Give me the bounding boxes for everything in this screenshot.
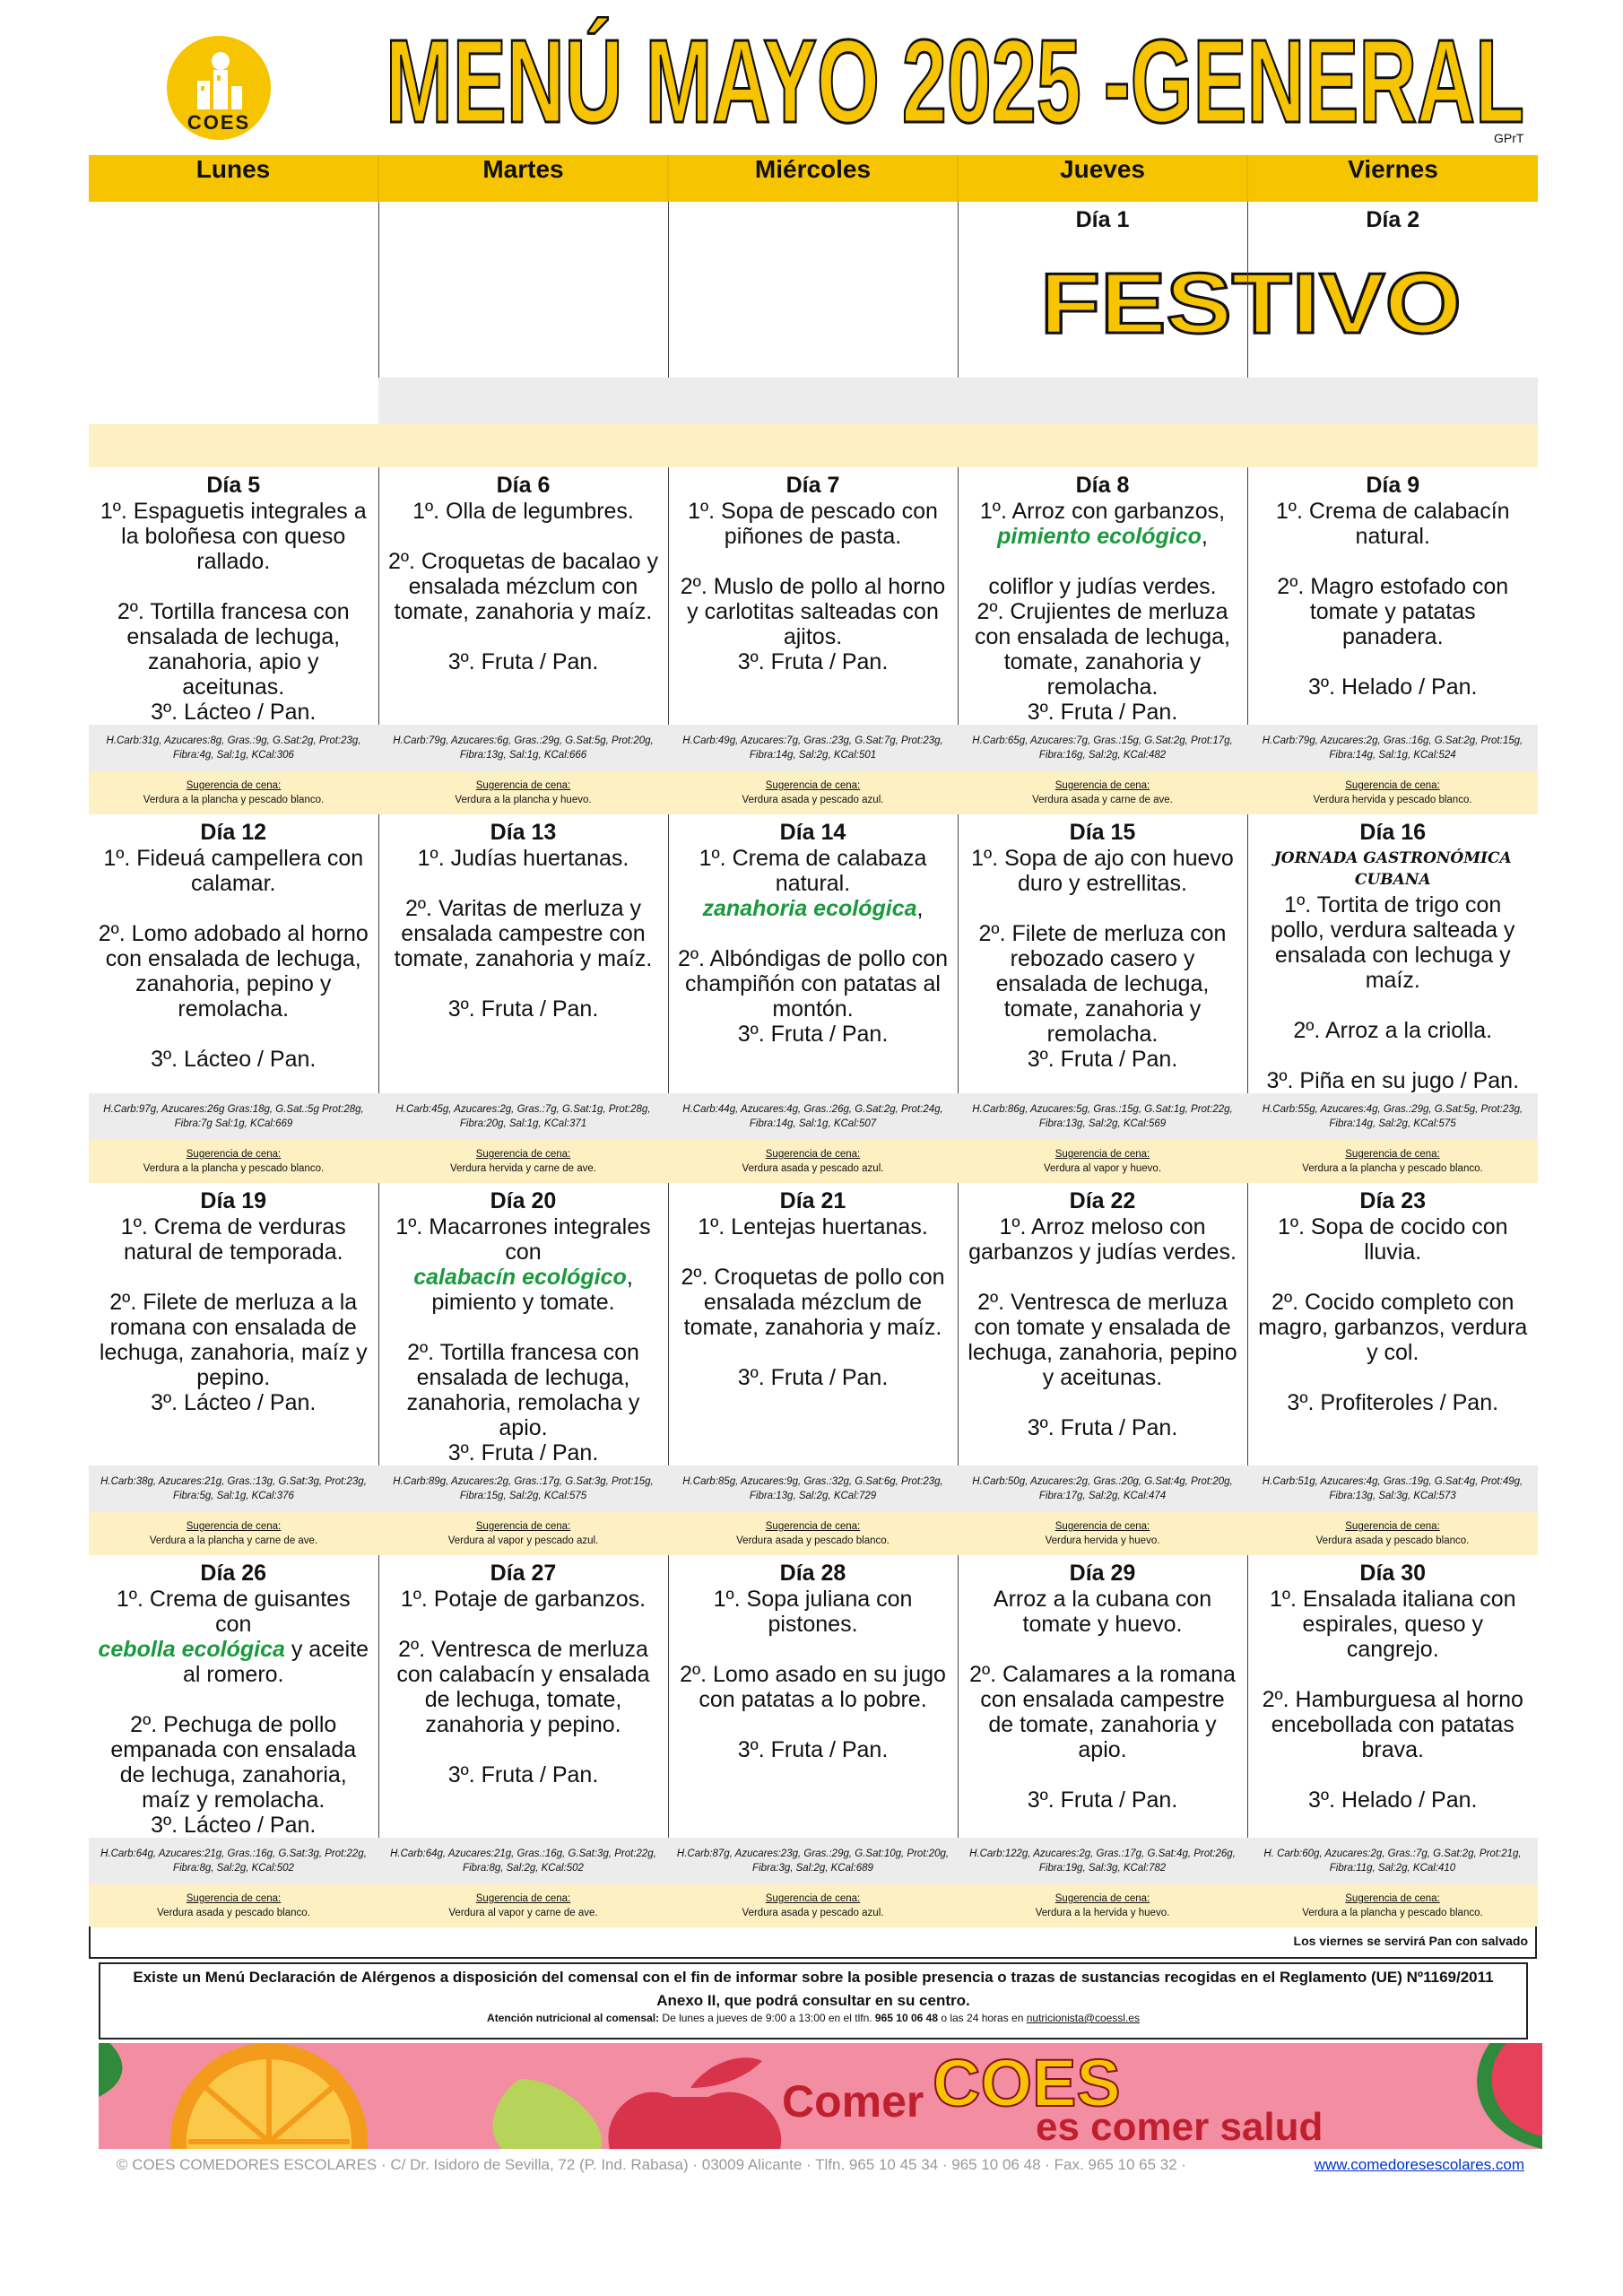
dish-line: 3º. Helado / Pan.	[1308, 674, 1478, 700]
dish-line: 2º. Crujientes de merluza con ensalada de lechuga, tomate, zanahoria y remolacha.	[975, 599, 1230, 700]
attention-line	[100, 2011, 1526, 2025]
eco-ingredient: pimiento ecológico	[997, 524, 1202, 549]
day-number: Día 30	[1359, 1561, 1427, 1586]
dish-line: 3º. Fruta / Pan.	[447, 1762, 599, 1787]
nutrition-info: H.Carb:89g, Azucares:2g, Gras.:17g, G.Sat:3g, Prot:15g, Fibra:15g, Sal:2g, KCal:575	[378, 1465, 668, 1512]
dish-line	[1248, 649, 1539, 674]
dish-line: coliflor y judías verdes.	[988, 574, 1217, 599]
week-row	[89, 1555, 1538, 1838]
attention-text: De lunes a jueves de 9:00 a 13:00 en el tlfn.	[659, 2012, 875, 2024]
dish-line	[959, 896, 1247, 921]
dish-line: 2º. Pechuga de pollo empanada con ensalada de lechuga, zanahoria, maíz y remolacha.	[110, 1712, 357, 1813]
nutrition-row	[89, 725, 1538, 771]
day-cell	[958, 814, 1247, 1093]
eco-line: calabacín ecológico,	[413, 1265, 633, 1290]
dish-line: 1º. Potaje de garbanzos.	[400, 1587, 647, 1612]
dish-line	[1248, 1662, 1539, 1687]
nutrition-row	[89, 1465, 1538, 1512]
day-cell	[668, 814, 958, 1093]
allergens-line2: Anexo II, que podrá consultar en su centro.	[656, 1992, 970, 2009]
nutrition-row	[89, 1093, 1538, 1140]
dish-line	[89, 1265, 378, 1290]
suggestion-label: Sugerencia de cena:	[186, 1893, 282, 1904]
apple-icon	[608, 2092, 781, 2149]
day-cell	[1247, 202, 1538, 378]
suggestion-row	[89, 1884, 1538, 1927]
suggestion-label: Sugerencia de cena:	[186, 1149, 282, 1160]
day-cell-empty	[378, 202, 668, 378]
day-number: Día 2	[1366, 207, 1420, 232]
friday-note: Los viernes se servirá Pan con salvado	[1293, 1934, 1528, 1948]
suggestion-label: Sugerencia de cena:	[475, 1893, 571, 1904]
dinner-suggestion	[668, 1512, 958, 1555]
suggestion-text: Verdura hervida y pescado blanco.	[1313, 795, 1472, 805]
dinner-suggestion	[958, 1512, 1247, 1555]
dish-line: 1º. Espaguetis integrales a la boloñesa con queso rallado.	[100, 499, 367, 574]
nutrition-row	[89, 378, 1538, 424]
nutrition-info: H.Carb:79g, Azucares:2g, Gras.:16g, G.Sat:2g, Prot:15g, Fibra:14g, Sal:1g, KCal:524	[1247, 725, 1538, 771]
nutrition-info: H.Carb:31g, Azucares:8g, Gras.:9g, G.Sat:2g, Prot:23g, Fibra:4g, Sal:1g, KCal:306	[89, 725, 378, 771]
day-cell	[1247, 467, 1538, 725]
day-number: Día 26	[200, 1561, 267, 1586]
dish-line: 2º. Ventresca de merluza con calabacín y ensalada de lechuga, tomate, zanahoria y pepino.	[396, 1637, 650, 1737]
nutrition-info: H.Carb:86g, Azucares:5g, Gras.:15g, G.Sat:1g, Prot:22g, Fibra:13g, Sal:2g, KCal:569	[958, 1093, 1247, 1140]
jornada-label: JORNADA GASTRONÓMICA CUBANA	[1273, 849, 1512, 889]
suggestion-label: Sugerencia de cena:	[765, 1149, 861, 1160]
suggestion-text: Verdura a la plancha y huevo.	[455, 795, 592, 805]
nutrition-email-link[interactable]: nutricionista@coessl.es	[1026, 2012, 1140, 2024]
dinner-suggestion	[89, 771, 378, 814]
dish-line	[959, 1637, 1247, 1662]
banner-comer: Comer	[782, 2076, 924, 2126]
day-cell	[668, 1183, 958, 1465]
dinner-suggestion	[1247, 771, 1538, 814]
dish-line: 1º. Crema de calabacín natural.	[1275, 499, 1510, 549]
dish-line: 3º. Lácteo / Pan.	[151, 1390, 317, 1415]
suggestion-label: Sugerencia de cena:	[1055, 1149, 1150, 1160]
eco-line: pimiento ecológico,	[997, 524, 1208, 549]
dish-line: 1º. Sopa de cocido con lluvia.	[1277, 1214, 1508, 1265]
dinner-suggestion	[378, 771, 668, 814]
nutrition-info: H.Carb:55g, Azucares:4g, Gras.:29g, G.Sat:5g, Prot:23g, Fibra:14g, Sal:2g, KCal:575	[1247, 1093, 1538, 1140]
dish-line	[379, 871, 668, 896]
suggestion-label: Sugerencia de cena:	[1055, 1893, 1150, 1904]
dinner-suggestion	[1247, 1512, 1538, 1555]
nutrition-info: H.Carb:97g, Azucares:26g Gras:18g, G.Sat.:5g Prot:28g, Fibra:7g Sal:1g, KCal:669	[89, 1093, 378, 1140]
week-row	[89, 202, 1538, 378]
website-link[interactable]: www.comedoresescolares.com	[1314, 2156, 1524, 2173]
nutrition-info: H.Carb:49g, Azucares:7g, Gras.:23g, G.Sat:7g, Prot:23g, Fibra:14g, Sal:2g, KCal:501	[668, 725, 958, 771]
day-number: Día 7	[785, 473, 840, 498]
eco-ingredient: cebolla ecológica	[98, 1637, 285, 1662]
nutrition-info: H.Carb:64g, Azucares:21g, Gras.:16g, G.Sat:3g, Prot:22g, Fibra:8g, Sal:2g, KCal:502	[378, 1838, 668, 1884]
dish-line: 3º. Lácteo / Pan.	[151, 1047, 317, 1072]
dinner-suggestion	[668, 1884, 958, 1927]
page-title	[377, 16, 1533, 142]
dish-line: 2º. Tortilla francesa con ensalada de lechuga, zanahoria, apio y aceitunas.	[117, 599, 350, 700]
dinner-suggestion	[668, 1140, 958, 1183]
suggestion-text: Verdura hervida y carne de ave.	[449, 1163, 597, 1174]
day-number: Día 13	[490, 820, 557, 845]
dish-line	[1248, 1762, 1539, 1787]
day-number: Día 5	[206, 473, 261, 498]
day-cell	[958, 202, 1247, 378]
day-number: Día 20	[490, 1188, 557, 1213]
footer-address: © COES COMEDORES ESCOLARES · C/ Dr. Isidoro de Sevilla, 72 (P. Ind. Rabasa) · 03009 Alicante · Tlfn. 965 10 45 34 · 965 10 06 48 · Fax. 965 10 65 32 ·	[117, 2156, 1187, 2173]
dish-line: 2º. Magro estofado con tomate y patatas panadera.	[1277, 574, 1509, 649]
day-cell	[89, 814, 378, 1093]
day-number: Día 16	[1359, 820, 1427, 845]
dish-line: 3º. Fruta / Pan.	[1027, 1047, 1178, 1072]
dish-line: 3º. Fruta / Pan.	[1027, 1787, 1178, 1813]
nutrition-info: H.Carb:50g, Azucares:2g, Gras.:20g, G.Sat:4g, Prot:20g, Fibra:17g, Sal:2g, KCal:474	[958, 1465, 1247, 1512]
dish-line: 3º. Fruta / Pan.	[737, 1365, 889, 1390]
dish-line: 1º. Olla de legumbres.	[412, 499, 634, 524]
menu-table	[89, 155, 1538, 1927]
suggestion-text: Verdura asada y pescado blanco.	[1315, 1535, 1470, 1546]
day-cell-empty	[668, 202, 958, 378]
day-cell	[1247, 1555, 1538, 1838]
nutrition-info: H. Carb:60g, Azucares:2g, Gras.:7g, G.Sat:2g, Prot:21g, Fibra:11g, Sal:2g, KCal:410	[1247, 1838, 1538, 1884]
day-cell	[89, 1555, 378, 1838]
pear-icon	[493, 2079, 603, 2149]
day-cell	[378, 814, 668, 1093]
dish-line	[669, 921, 958, 946]
dish-line	[959, 549, 1247, 574]
day-number: Día 15	[1069, 820, 1136, 845]
dinner-suggestion	[1247, 1884, 1538, 1927]
suggestion-text: Verdura asada y pescado azul.	[742, 1163, 884, 1174]
dinner-suggestion	[378, 1140, 668, 1183]
nutrition-info: H.Carb:65g, Azucares:7g, Gras.:15g, G.Sat:2g, Prot:17g, Fibra:16g, Sal:2g, KCal:482	[958, 725, 1247, 771]
dish-line: 3º. Piña en su jugo / Pan.	[1266, 1068, 1520, 1093]
dinner-suggestion	[89, 1512, 378, 1555]
dish-line	[959, 1762, 1247, 1787]
suggestion-label: Sugerencia de cena:	[1345, 1521, 1440, 1532]
dish-line: 2º. Calamares a la romana con ensalada campestre de tomate, zanahoria y apio.	[969, 1662, 1236, 1762]
dish-line: 3º. Fruta / Pan.	[447, 996, 599, 1022]
day-cell	[668, 1555, 958, 1838]
dish-line	[1248, 1365, 1539, 1390]
eco-ingredient: zanahoria ecológica	[702, 896, 917, 921]
suggestion-text: Verdura asada y pescado blanco.	[157, 1908, 310, 1918]
dish-line: 1º. Judías huertanas.	[417, 846, 629, 871]
dish-line: champiñón con patatas al montón.	[685, 971, 941, 1022]
dish-line: al romero.	[182, 1662, 284, 1687]
dish-line: 1º. Sopa juliana con pistones.	[713, 1587, 913, 1637]
day-number: Día 8	[1075, 473, 1130, 498]
allergens-box	[99, 1962, 1528, 2039]
suggestion-text: Verdura al vapor y huevo.	[1043, 1163, 1162, 1174]
suggestion-text: Verdura a la hervida y huevo.	[1035, 1908, 1170, 1918]
dish-line: 3º. Lácteo / Pan.	[151, 1813, 317, 1838]
suggestion-label: Sugerencia de cena:	[1345, 780, 1440, 791]
suggestion-label: Sugerencia de cena:	[1345, 1149, 1440, 1160]
dish-line: 1º. Macarrones integrales con	[395, 1214, 651, 1265]
week-row	[89, 467, 1538, 725]
suggestion-text: Verdura asada y carne de ave.	[1032, 795, 1173, 805]
day-cell	[378, 1183, 668, 1465]
week-row	[89, 1183, 1538, 1465]
nutrition-info: H.Carb:79g, Azucares:6g, Gras.:29g, G.Sat:5g, Prot:20g, Fibra:13g, Sal:1g, KCal:666	[378, 725, 668, 771]
dish-line: 3º. Lácteo / Pan.	[151, 700, 317, 725]
leaf-icon	[690, 2057, 762, 2088]
nutrition-row	[89, 1838, 1538, 1884]
dish-line	[669, 1340, 958, 1365]
day-cell	[89, 1183, 378, 1465]
dish-line: 2º. Filete de merluza con rebozado casero y ensalada de lechuga, tomate, zanahoria y remolacha.	[978, 921, 1227, 1047]
suggestion-text: Verdura al vapor y carne de ave.	[448, 1908, 598, 1918]
dish-line	[669, 549, 958, 574]
dinner-suggestion	[958, 1140, 1247, 1183]
dish-line	[959, 1390, 1247, 1415]
dish-line	[1248, 1043, 1539, 1068]
suggestion-text: Verdura asada y pescado blanco.	[736, 1535, 890, 1546]
suggestion-row	[89, 1140, 1538, 1183]
dish-line: 2º. Lomo asado en su jugo con patatas a lo pobre.	[680, 1662, 946, 1712]
dish-line: 2º. Hamburguesa al horno encebollada con patatas brava.	[1262, 1687, 1523, 1762]
suggestion-text: Verdura a la plancha y pescado blanco.	[143, 1163, 325, 1174]
nutrition-info: H.Carb:85g, Azucares:9g, Gras.:32g, G.Sat:6g, Prot:23g, Fibra:13g, Sal:2g, KCal:729	[668, 1465, 958, 1512]
day-cell	[378, 1555, 668, 1838]
dish-line	[669, 1239, 958, 1265]
suggestion-text: Verdura a la plancha y pescado blanco.	[1302, 1908, 1483, 1918]
dish-line: 3º. Fruta / Pan.	[737, 649, 889, 674]
dish-line: 2º. Croquetas de pollo con ensalada mézclum de tomate, zanahoria y maíz.	[681, 1265, 945, 1340]
dish-line: 2º. Albóndigas de pollo con	[677, 946, 949, 971]
day-cell	[89, 467, 378, 725]
dish-line: 2º. Tortilla francesa con ensalada de lechuga, zanahoria, remolacha y apio.	[406, 1340, 640, 1440]
dish-line: Arroz a la cubana con tomate y huevo.	[993, 1587, 1212, 1637]
dinner-suggestion	[958, 771, 1247, 814]
dish-line	[379, 1737, 668, 1762]
dish-line: 3º. Fruta / Pan.	[737, 1737, 889, 1762]
suggestion-row	[89, 424, 1538, 467]
day-number: Día 23	[1359, 1188, 1427, 1213]
dish-line: 2º. Arroz a la criolla.	[1293, 1018, 1493, 1043]
dish-line	[379, 524, 668, 549]
dish-line: 1º. Crema de guisantes con	[116, 1587, 351, 1637]
dish-line: 2º. Cocido completo con magro, garbanzos, verdura y col.	[1258, 1290, 1528, 1365]
attention-text2: o las 24 horas en	[938, 2012, 1027, 2024]
dish-line	[89, 1022, 378, 1047]
dish-line	[1248, 549, 1539, 574]
weekday-header: Miércoles	[668, 155, 958, 202]
dish-line: 1º. Fideuá campellera con calamar.	[103, 846, 364, 896]
dish-line: pimiento y tomate.	[431, 1290, 615, 1315]
suggestion-row	[89, 771, 1538, 814]
doc-code: GPrT	[1494, 131, 1524, 145]
dish-line: 3º. Fruta / Pan.	[737, 1022, 889, 1047]
dish-line: 1º. Sopa de pescado con piñones de pasta.	[688, 499, 938, 549]
day-number: Día 21	[779, 1188, 846, 1213]
banner-coes: COES	[933, 2046, 1121, 2120]
suggestion-label: Sugerencia de cena:	[1345, 1893, 1440, 1904]
banner-slogan: es comer salud	[1036, 2105, 1324, 2149]
day-number: Día 12	[200, 820, 267, 845]
dish-line: 1º. Sopa de ajo con huevo duro y estrellitas.	[971, 846, 1234, 896]
suggestion-row	[89, 1512, 1538, 1555]
day-number: Día 27	[490, 1561, 557, 1586]
dish-line: 1º. Crema de verduras natural de temporada.	[120, 1214, 346, 1265]
dinner-suggestion	[89, 1140, 378, 1183]
suggestion-label: Sugerencia de cena:	[1055, 780, 1150, 791]
dish-line: 1º. Crema de calabaza natural.	[699, 846, 927, 896]
dish-line: 2º. Croquetas de bacalao y ensalada mézclum con tomate, zanahoria y maíz.	[388, 549, 658, 624]
weekday-header-row	[89, 155, 1538, 202]
eco-ingredient: calabacín ecológico	[413, 1265, 627, 1290]
suggestion-text: Verdura hervida y huevo.	[1045, 1535, 1160, 1546]
suggestion-label: Sugerencia de cena:	[186, 780, 282, 791]
suggestion-label: Sugerencia de cena:	[186, 1521, 282, 1532]
logo-text: COES	[187, 111, 251, 134]
nutrition-info: H.Carb:64g, Azucares:21g, Gras.:16g, G.Sat:3g, Prot:22g, Fibra:8g, Sal:2g, KCal:502	[89, 1838, 378, 1884]
nutrition-info: H.Carb:122g, Azucares:2g, Gras.:17g, G.Sat:4g, Prot:26g, Fibra:19g, Sal:3g, KCal:782	[958, 1838, 1247, 1884]
dish-line	[669, 1712, 958, 1737]
dish-line	[1248, 993, 1539, 1018]
day-cell	[958, 1555, 1247, 1838]
day-number: Día 14	[779, 820, 846, 845]
promo-banner	[99, 2043, 1542, 2149]
dinner-suggestion	[1247, 1140, 1538, 1183]
dish-line: 1º. Tortita de trigo con pollo, verdura salteada y ensalada con lechuga y maíz.	[1271, 892, 1515, 993]
eco-line: zanahoria ecológica,	[702, 896, 924, 921]
dinner-suggestion	[958, 1884, 1247, 1927]
dish-line: 3º. Fruta / Pan.	[447, 1440, 599, 1465]
dish-line	[379, 971, 668, 996]
suggestion-text: Verdura a la plancha y carne de ave.	[149, 1535, 318, 1546]
dish-line	[1248, 1265, 1539, 1290]
dish-line	[89, 896, 378, 921]
dish-line: 3º. Fruta / Pan.	[447, 649, 599, 674]
dish-line: 3º. Profiteroles / Pan.	[1287, 1390, 1499, 1415]
dish-line: 2º. Varitas de merluza y ensalada campestre con tomate, zanahoria y maíz.	[394, 896, 653, 971]
suggestion-label: Sugerencia de cena:	[475, 780, 571, 791]
dish-line: 2º. Ventresca de merluza con tomate y ensalada de lechuga, zanahoria, pepino y aceitunas.	[968, 1290, 1237, 1390]
suggestion-label: Sugerencia de cena:	[765, 1893, 861, 1904]
weekday-header: Lunes	[89, 155, 378, 202]
attention-label: Atención nutricional al comensal:	[487, 2012, 660, 2024]
day-number: Día 29	[1069, 1561, 1136, 1586]
day-cell	[668, 467, 958, 725]
suggestion-text: Verdura a la plancha y pescado blanco.	[143, 795, 325, 805]
eco-line	[89, 1637, 378, 1662]
eco-after: y aceite	[284, 1637, 369, 1662]
dish-line: 1º. Ensalada italiana con espirales, queso y cangrejo.	[1269, 1587, 1516, 1662]
dish-line: 2º. Filete de merluza a la romana con ensalada de lechuga, zanahoria, maíz y pepino.	[99, 1290, 368, 1390]
dish-line	[379, 624, 668, 649]
suggestion-label: Sugerencia de cena:	[765, 1521, 861, 1532]
suggestion-text: Verdura al vapor y pescado azul.	[447, 1535, 599, 1546]
nutrition-info: H.Carb:38g, Azucares:21g, Gras.:13g, G.Sat:3g, Prot:23g, Fibra:5g, Sal:1g, KCal:376	[89, 1465, 378, 1512]
weekday-header: Jueves	[958, 155, 1247, 202]
day-number: Día 28	[779, 1561, 846, 1586]
week-row	[89, 814, 1538, 1093]
weekday-header: Martes	[378, 155, 668, 202]
day-number: Día 19	[200, 1188, 267, 1213]
dish-line	[379, 1612, 668, 1637]
day-cell	[1247, 1183, 1538, 1465]
nutrition-info: H.Carb:44g, Azucares:4g, Gras.:26g, G.Sat:2g, Prot:24g, Fibra:14g, Sal:1g, KCal:507	[668, 1093, 958, 1140]
day-cell	[1247, 814, 1538, 1093]
dish-line: 3º. Helado / Pan.	[1308, 1787, 1478, 1813]
suggestion-text: Verdura asada y pescado azul.	[742, 1908, 884, 1918]
dish-line: 3º. Fruta / Pan.	[1027, 1415, 1178, 1440]
weekday-header: Viernes	[1247, 155, 1538, 202]
day-cell	[958, 1183, 1247, 1465]
day-number: Día 9	[1366, 473, 1420, 498]
day-cell-empty	[89, 202, 378, 378]
day-number: Día 6	[496, 473, 551, 498]
suggestion-label: Sugerencia de cena:	[1055, 1521, 1150, 1532]
day-cell	[958, 467, 1247, 725]
friday-note-box	[89, 1926, 1537, 1959]
festivo-text: FESTIVO	[1040, 256, 1462, 345]
allergens-line1: Existe un Menú Declaración de Alérgenos a disposición del comensal con el fin de informar sobre la posible presencia o trazas de sustancias recogidas en el Reglamento (UE) Nº1169/2011	[133, 1969, 1494, 1986]
dinner-suggestion	[378, 1884, 668, 1927]
dinner-suggestion	[668, 771, 958, 814]
day-number: Día 22	[1069, 1188, 1136, 1213]
dish-line: 2º. Lomo adobado al horno con ensalada de lechuga, zanahoria, pepino y remolacha.	[98, 921, 369, 1022]
dinner-suggestion	[378, 1512, 668, 1555]
nutrition-info: H.Carb:87g, Azucares:23g, Gras.:29g, G.Sat:10g, Prot:20g, Fibra:3g, Sal:2g, KCal:689	[668, 1838, 958, 1884]
dish-line	[89, 574, 378, 599]
dish-line: 1º. Lentejas huertanas.	[698, 1214, 928, 1239]
dish-line: 1º. Arroz con garbanzos,	[979, 499, 1226, 524]
title-text: MENÚ MAYO 2025 -GENERAL	[386, 16, 1524, 142]
dish-line	[959, 1265, 1247, 1290]
attention-phone: 965 10 06 48	[874, 2012, 938, 2024]
dish-line	[89, 1687, 378, 1712]
footer	[117, 2156, 1533, 2174]
day-cell	[378, 467, 668, 725]
suggestion-label: Sugerencia de cena:	[765, 780, 861, 791]
suggestion-text: Verdura a la plancha y pescado blanco.	[1302, 1163, 1483, 1174]
dish-line: 1º. Arroz meloso con garbanzos y judías verdes.	[968, 1214, 1237, 1265]
suggestion-label: Sugerencia de cena:	[475, 1521, 571, 1532]
dish-line	[379, 1315, 668, 1340]
dish-line: 2º. Muslo de pollo al horno y carlotitas salteadas con ajitos.	[680, 574, 946, 649]
dish-line: 3º. Fruta / Pan.	[1027, 700, 1178, 725]
suggestion-text: Verdura asada y pescado azul.	[742, 795, 884, 805]
nutrition-info: H.Carb:45g, Azucares:2g, Gras.:7g, G.Sat:1g, Prot:28g, Fibra:20g, Sal:1g, KCal:371	[378, 1093, 668, 1140]
dish-line	[669, 1637, 958, 1662]
suggestion-label: Sugerencia de cena:	[475, 1149, 571, 1160]
dinner-suggestion	[89, 1884, 378, 1927]
day-number: Día 1	[1075, 207, 1130, 232]
nutrition-info: H.Carb:51g, Azucares:4g, Gras.:19g, G.Sat:4g, Prot:49g, Fibra:13g, Sal:3g, KCal:573	[1247, 1465, 1538, 1512]
